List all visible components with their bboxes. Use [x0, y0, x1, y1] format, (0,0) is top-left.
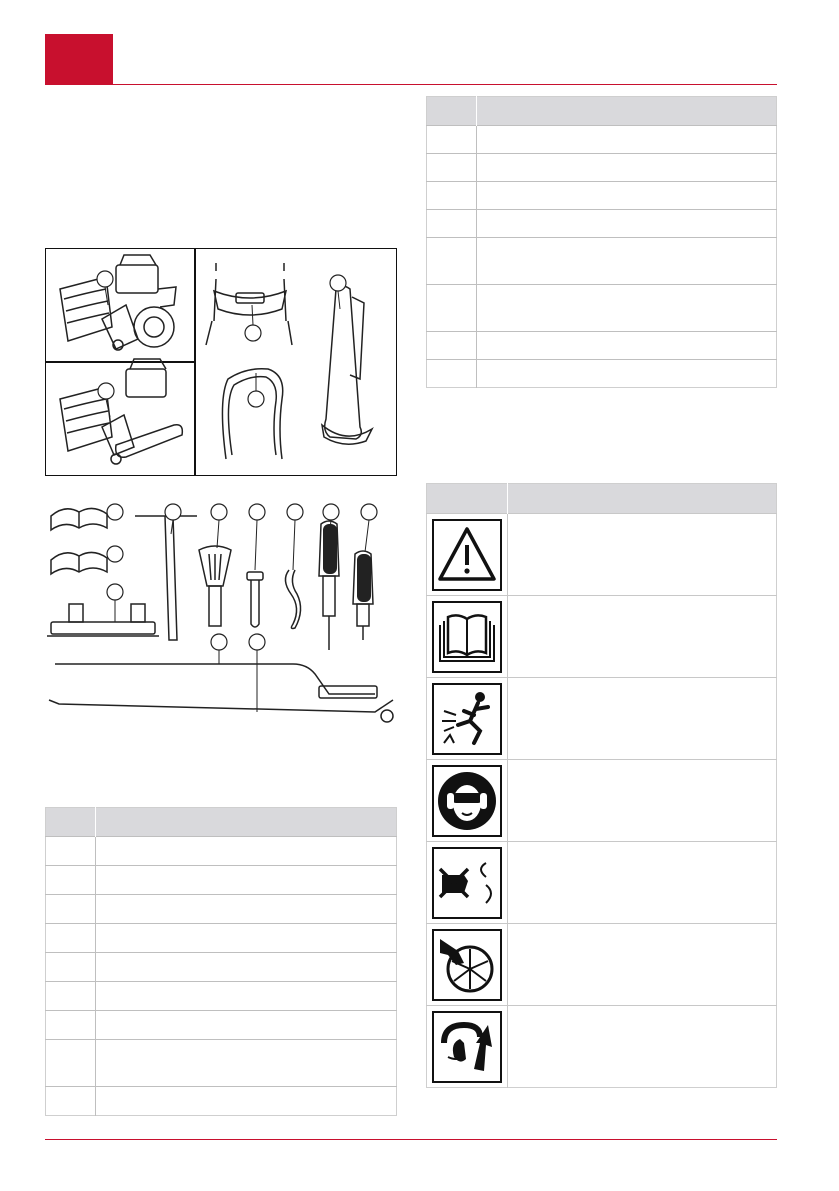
column-header-description: [477, 97, 777, 126]
table-row: [427, 360, 777, 388]
read-manual-icon: [432, 601, 502, 673]
figure-loose-parts: [45, 490, 397, 750]
table-row: [46, 1040, 397, 1087]
thrown-objects-icon: [432, 683, 502, 755]
table-row: [46, 982, 397, 1011]
table-row: [427, 238, 777, 285]
eye-ear-protection-icon: [432, 765, 502, 837]
column-header-number: [46, 808, 96, 837]
table-row: [427, 924, 777, 1006]
table-row: [427, 332, 777, 360]
auger-entanglement-icon: [432, 1011, 502, 1083]
table-row: [46, 924, 397, 953]
hairpin-clip-drawing: [285, 570, 300, 629]
skid-shoe-drawing: [47, 604, 159, 636]
tracked-snowblower-drawing: [60, 359, 182, 464]
table-row: [427, 596, 777, 678]
table-row: [46, 895, 397, 924]
table-row: [427, 1006, 777, 1088]
chapter-tab: [45, 34, 113, 85]
table-row: [427, 760, 777, 842]
table-row: [427, 514, 777, 596]
control-rods-drawing: [49, 664, 393, 722]
manual-book-drawing: [51, 508, 107, 574]
parts-table-left: [45, 807, 397, 1116]
machine-illustration: [46, 249, 398, 477]
table-row: [46, 866, 397, 895]
table-row: [427, 210, 777, 238]
clean-out-tool-drawing: [199, 546, 231, 626]
table-row: [427, 154, 777, 182]
table-row: [427, 182, 777, 210]
table-row: [427, 678, 777, 760]
column-header-symbol: [427, 484, 508, 514]
warning-triangle-icon: [432, 519, 502, 591]
table-row: [427, 842, 777, 924]
column-header-meaning: [508, 484, 777, 514]
clevis-pin-drawing: [247, 572, 263, 627]
table-row: [46, 1011, 397, 1040]
header-rule: [45, 84, 777, 85]
keep-hands-away-icon: [432, 847, 502, 919]
footer-rule: [45, 1139, 777, 1140]
parts-illustration: [45, 490, 397, 750]
safety-symbols-table: [426, 483, 777, 1088]
wheeled-snowblower-drawing: [60, 255, 176, 350]
parts-table-right: [426, 96, 777, 388]
table-row: [427, 285, 777, 332]
rotating-impeller-icon: [432, 929, 502, 1001]
figure-machine-views: [45, 248, 397, 476]
table-row: [46, 953, 397, 982]
table-row: [46, 837, 397, 866]
lower-handle-drawing: [222, 369, 282, 459]
table-row: [427, 126, 777, 154]
table-row: [46, 1087, 397, 1116]
column-header-number: [427, 97, 477, 126]
column-header-description: [96, 808, 397, 837]
discharge-chute-drawing: [322, 286, 372, 444]
